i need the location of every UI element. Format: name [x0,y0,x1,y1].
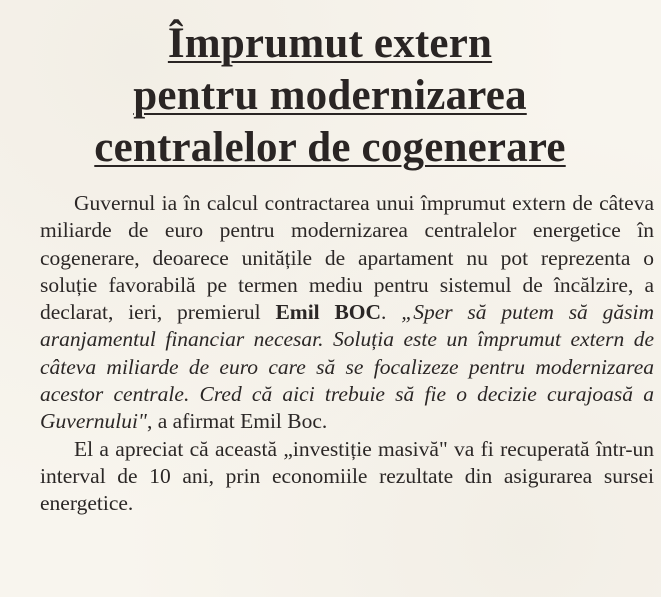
headline-line-2: pentru modernizarea [133,72,527,119]
headline-line-1: Împrumut extern [167,20,493,67]
article-headline [40,18,620,174]
quote-attribution: , a afirmat Emil Boc. [146,409,328,434]
paragraph-1 [40,190,654,436]
article-quote: „Sper să putem să găsim aranjamentul financiar necesar. Soluția este un împrumut extern de câteva miliarde de euro care să se focalizeze pentru modernizarea acestor centrale. Cred că aici trebuie să fie o decizie curajoasă a Guvernului" [40,300,654,434]
paragraph-1-intro: Guvernul ia în calcul contractarea unui împrumut extern de câteva miliarde de euro pentru modernizarea centralelor energetice în cogenerare, deoarece unitățile de apartament nu pot reprezenta o soluție favorabilă pe termen mediu pentru sistemul de încălzire, a declarat, ieri, premierul [40,191,654,325]
speaker-name: Emil BOC [275,300,382,325]
paragraph-2: El a apreciat că această „investiție masivă" va fi recuperată într-un interval de 10 ani, prin economiile rezultate din asigurarea sursei energetice. [40,436,654,516]
speaker-period: . [381,300,387,325]
headline-line-3: centralelor de cogenerare [94,124,566,171]
article-body [40,190,654,518]
